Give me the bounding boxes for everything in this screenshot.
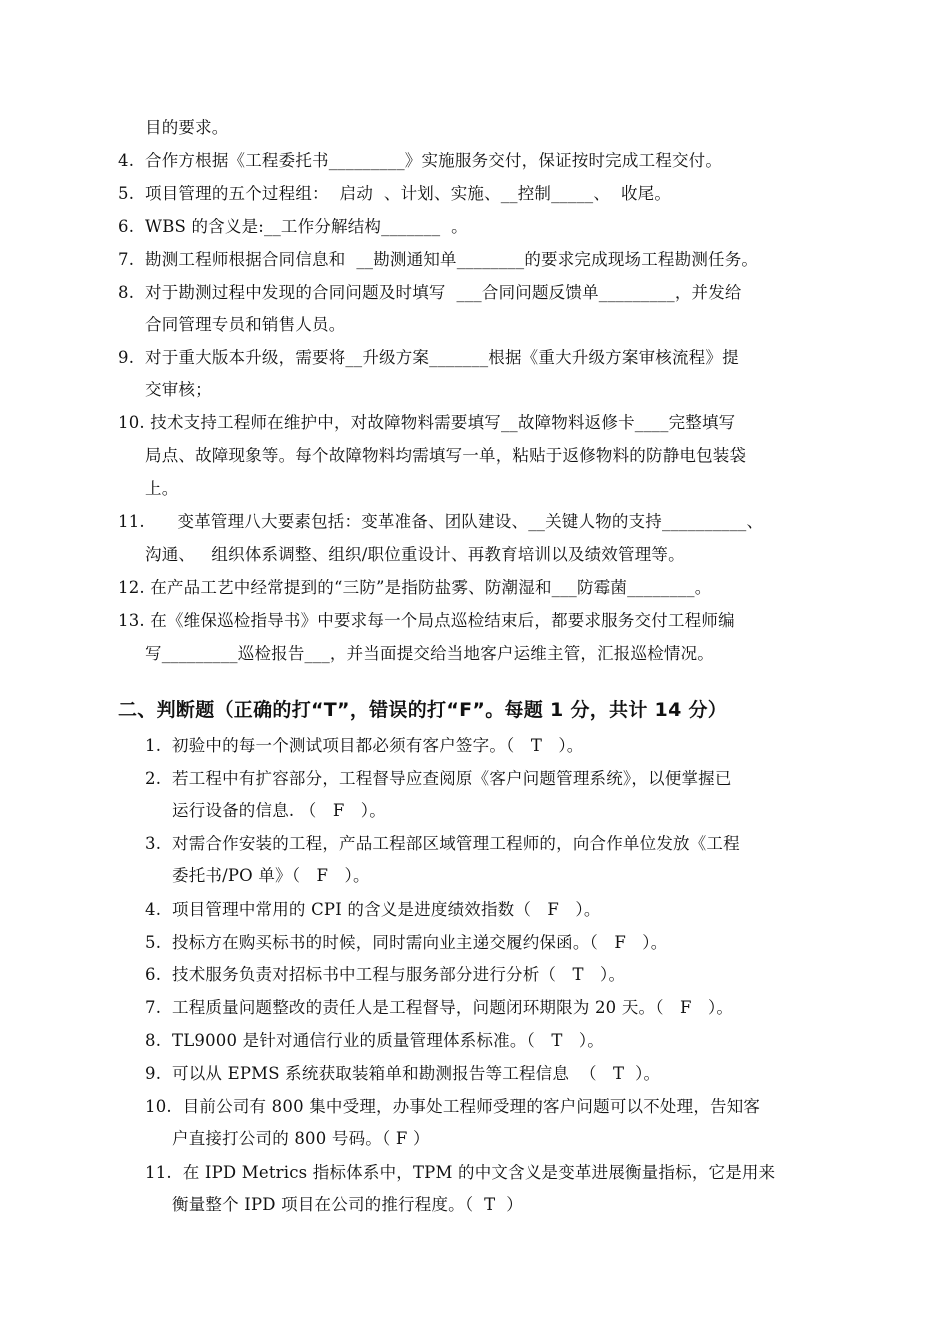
question-7: 7. 勘测工程师根据合同信息和 __勘测通知单________的要求完成现场工程勘测任务。 (118, 250, 759, 269)
question-10-cont: 上。 (145, 479, 179, 498)
tf-question-8: 8. TL9000 是针对通信行业的质量管理体系标准。（ T ）。 (145, 1031, 605, 1050)
section-heading: 二、判断题（正确的打“T”，错误的打“F”。每题 1 分，共计 14 分） (118, 699, 728, 721)
question-12: 12. 在产品工艺中经常提到的“三防”是指防盐雾、防潮湿和___防霉菌________。 (118, 578, 712, 597)
tf-question-11: 11. 在 IPD Metrics 指标体系中，TPM 的中文含义是变革进展衡量指标，它是用来 (145, 1163, 776, 1182)
tf-question-9: 9. 可以从 EPMS 系统获取装箱单和勘测报告等工程信息 （ T ）。 (145, 1064, 661, 1083)
question-8: 8. 对于勘测过程中发现的合同问题及时填写 ___合同问题反馈单_________，并发给 (118, 283, 742, 302)
question-10: 10. 技术支持工程师在维护中，对故障物料需要填写__故障物料返修卡____完整填写 (118, 413, 736, 432)
tf-question-10: 10. 目前公司有 800 集中受理，办事处工程师受理的客户问题可以不处理，告知客 (145, 1097, 761, 1116)
question-10-cont: 局点、故障现象等。每个故障物料均需填写一单，粘贴于返修物料的防静电包装袋 (145, 446, 747, 465)
tf-question-5: 5. 投标方在购买标书的时候，同时需向业主递交履约保函。（ F ）。 (145, 933, 668, 952)
question-8-cont: 合同管理专员和销售人员。 (145, 315, 346, 334)
question-4: 4. 合作方根据《工程委托书_________》实施服务交付，保证按时完成工程交付。 (118, 151, 723, 170)
question-5: 5. 项目管理的五个过程组： 启动 、计划、实施、__控制_____、 收尾。 (118, 184, 672, 203)
question-6: 6. WBS 的含义是:__工作分解结构_______ 。 (118, 217, 468, 236)
tf-question-10-cont: 户直接打公司的 800 号码。（ F ） (172, 1129, 430, 1148)
tf-question-6: 6. 技术服务负责对招标书中工程与服务部分进行分析（ T ）。 (145, 965, 626, 984)
question-9: 9. 对于重大版本升级，需要将__升级方案_______根据《重大升级方案审核流程》提 (118, 348, 739, 367)
tf-question-11-cont: 衡量整个 IPD 项目在公司的推行程度。（ T ） (172, 1195, 523, 1214)
question-13: 13. 在《维保巡检指导书》中要求每一个局点巡检结束后，都要求服务交付工程师编 (118, 611, 735, 630)
question-11-cont: 沟通、 组织体系调整、组织/职位重设计、再教育培训以及绩效管理等。 (145, 545, 685, 564)
tf-question-2: 2. 若工程中有扩容部分，工程督导应查阅原《客户问题管理系统》，以便掌握已 (145, 769, 732, 788)
question-9-cont: 交审核； (145, 380, 212, 399)
question-11: 11. 变革管理八大要素包括：变革准备、团队建设、__关键人物的支持__________、 (118, 512, 764, 531)
tf-question-2-cont: 运行设备的信息. （ F ）。 (172, 801, 386, 820)
tf-question-4: 4. 项目管理中常用的 CPI 的含义是进度绩效指数（ F ）。 (145, 900, 601, 919)
tf-question-1: 1. 初验中的每一个测试项目都必须有客户签字。（ T ）。 (145, 736, 584, 755)
tf-question-3: 3. 对需合作安装的工程，产品工程部区域管理工程师的，向合作单位发放《工程 (145, 834, 740, 853)
tf-question-3-cont: 委托书/PO 单》（ F ）。 (172, 866, 370, 885)
question-13-cont: 写_________巡检报告___，并当面提交给当地客户运维主管，汇报巡检情况。 (145, 644, 714, 663)
text-line: 目的要求。 (145, 118, 229, 137)
tf-question-7: 7. 工程质量问题整改的责任人是工程督导，问题闭环期限为 20 天。（ F ）。 (145, 998, 734, 1017)
